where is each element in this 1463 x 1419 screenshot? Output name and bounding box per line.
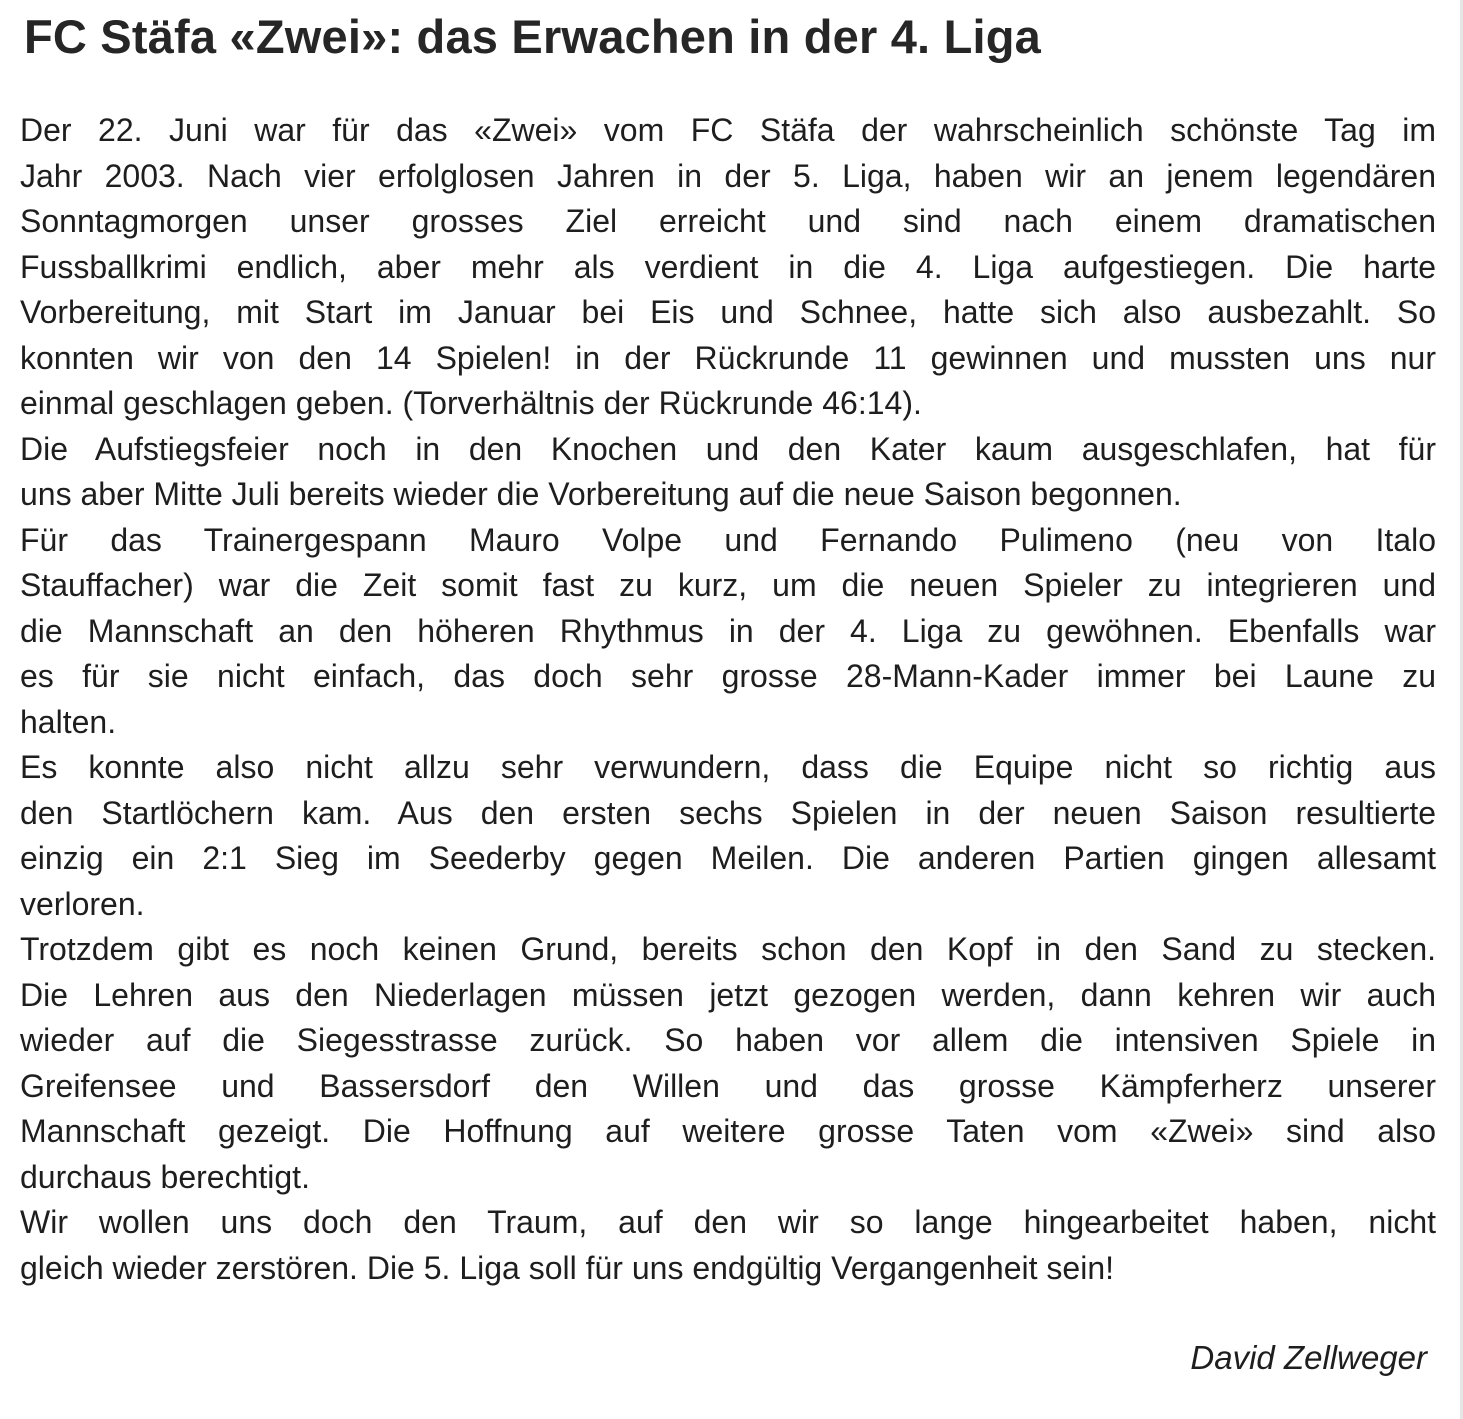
- text-line: Vorbereitung, mit Start im Januar bei Eis und Schnee, hatte sich also ausbezahlt. So: [20, 294, 1436, 330]
- text-line: Greifensee und Bassersdorf den Willen und das grosse Kämpferherz unserer: [20, 1067, 1436, 1104]
- text-line: halten.: [20, 703, 117, 740]
- text-line: Jahr 2003. Nach vier erfolglosen Jahren in der 5. Liga, haben wir an jenem legendären: [20, 157, 1436, 194]
- article-title: FC Stäfa «Zwei»: das Erwachen in der 4. Liga: [24, 10, 1041, 63]
- text-line: es für sie nicht einfach, das doch sehr grosse 28-Mann-Kader immer bei Laune zu: [20, 658, 1436, 694]
- text-line: uns aber Mitte Juli bereits wieder die Vorbereitung auf die neue Saison begonnen.: [20, 476, 1182, 512]
- author-signature: David Zellweger: [1190, 1339, 1427, 1376]
- text-line: die Mannschaft an den höheren Rhythmus in der 4. Liga zu gewöhnen. Ebenfalls war: [20, 612, 1436, 649]
- text-line: Trotzdem gibt es noch keinen Grund, bereits schon den Kopf in den Sand zu stecken.: [20, 931, 1436, 967]
- text-line: Der 22. Juni war für das «Zwei» vom FC Stäfa der wahrscheinlich schönste Tag im: [20, 112, 1436, 148]
- text-line: konnten wir von den 14 Spielen! in der Rückrunde 11 gewinnen und mussten uns nur: [20, 339, 1436, 376]
- text-line: Mannschaft gezeigt. Die Hoffnung auf weitere grosse Taten vom «Zwei» sind also: [20, 1113, 1436, 1149]
- article-body: [20, 108, 1436, 1291]
- text-line: Fussballkrimi endlich, aber mehr als verdient in die 4. Liga aufgestiegen. Die harte: [20, 248, 1436, 285]
- text-line: Für das Trainergespann Mauro Volpe und Fernando Pulimeno (neu von Italo: [20, 521, 1436, 558]
- text-line: Es konnte also nicht allzu sehr verwundern, dass die Equipe nicht so richtig aus: [20, 749, 1436, 785]
- text-line: Wir wollen uns doch den Traum, auf den wir so lange hingearbeitet haben, nicht: [20, 1204, 1436, 1240]
- text-line: einmal geschlagen geben. (Torverhältnis der Rückrunde 46:14).: [20, 385, 922, 421]
- text-line: verloren.: [20, 885, 145, 922]
- text-line: wieder auf die Siegesstrasse zurück. So haben vor allem die intensiven Spiele in: [20, 1022, 1436, 1058]
- text-line: durchaus berechtigt.: [20, 1158, 310, 1195]
- text-line: gleich wieder zerstören. Die 5. Liga soll für uns endgültig Vergangenheit sein!: [20, 1249, 1114, 1286]
- text-line: Stauffacher) war die Zeit somit fast zu kurz, um die neuen Spieler zu integrieren und: [20, 567, 1436, 603]
- text-line: Die Aufstiegsfeier noch in den Knochen und den Kater kaum ausgeschlafen, hat für: [20, 430, 1436, 467]
- text-line: einzig ein 2:1 Sieg im Seederby gegen Meilen. Die anderen Partien gingen allesamt: [20, 840, 1436, 876]
- text-line: den Startlöchern kam. Aus den ersten sechs Spielen in der neuen Saison resultierte: [20, 794, 1436, 831]
- text-line: Die Lehren aus den Niederlagen müssen jetzt gezogen werden, dann kehren wir auch: [20, 976, 1436, 1013]
- text-line: Sonntagmorgen unser grosses Ziel erreicht und sind nach einem dramatischen: [20, 203, 1436, 239]
